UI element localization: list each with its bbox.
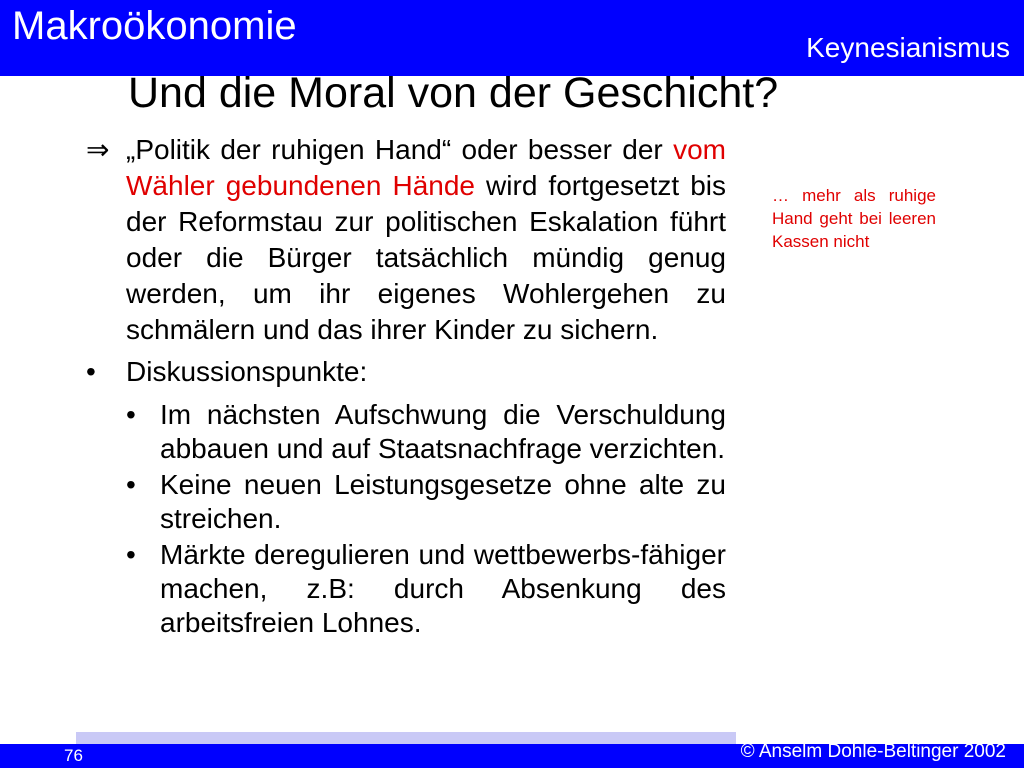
bullet-icon: • [126,539,136,570]
bullet-icon: • [126,469,136,500]
copyright-notice: © Anselm Dohle-Beltinger 2002 [740,741,1006,762]
list-item-text: Märkte deregulieren und wettbewerbs-fähiger machen, z.B: durch Absenkung des arbeitsfreien Lohnes. [160,539,726,638]
intro-text-end: wird fortgesetzt bis der Reformstau zur politischen Eskalation führt oder die Bürger tatsächlich mündig genug werden, um ihr eigenes Wohlergehen zu schmälern und das ihrer Kinder zu sichern. [126,170,727,345]
list-item [84,398,726,466]
discussion-list [84,398,726,640]
intro-text-start: „Politik der ruhigen Hand“ oder besser der [126,134,674,165]
implies-arrow-icon: ⇒ [86,134,110,165]
footer-accent-bar [76,732,736,744]
list-item-text: Im nächsten Aufschwung die Verschuldung abbauen und auf Staatsnachfrage verzichten. [160,399,726,464]
chapter-title: Keynesianismus [806,32,1010,63]
slide-title: Und die Moral von der Geschicht? [128,69,779,117]
list-item [84,468,726,536]
discussion-heading [84,354,726,390]
intro-paragraph [84,132,726,348]
side-note: … mehr als ruhige Hand geht bei leeren Kassen nicht [772,186,936,251]
header-bar [0,0,1024,76]
page-number: 76 [64,746,83,765]
bullet-icon: • [86,356,96,387]
intro-highlight: vom Wähler gebundenen Hände [126,134,726,201]
bullet-icon: • [126,399,136,430]
main-body [84,132,726,642]
list-item-text: Keine neuen Leistungsgesetze ohne alte zu streichen. [160,469,726,534]
discussion-label: Diskussionspunkte: [126,356,368,387]
course-title: Makroökonomie [12,4,297,48]
list-item [84,538,726,640]
